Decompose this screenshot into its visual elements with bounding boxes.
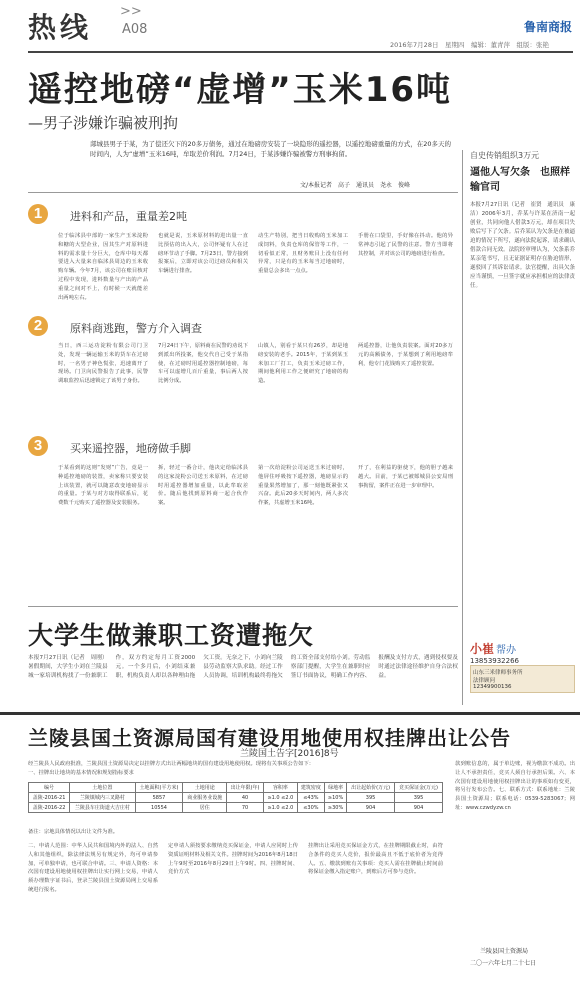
table-cell: 盖陵-2016-22	[29, 803, 70, 813]
table-cell: 5857	[135, 793, 183, 803]
table-cell: 兰陵镇城内三叉路村	[70, 793, 135, 803]
divider	[28, 606, 458, 607]
article-column: 7月24日下午，原料商在民警的劝说下到派出所投案，他交代自己受于某指使，在过磅时用遥控器控制地磅，每车可以虚增几百斤重量，事后两人按比例分成。	[158, 343, 248, 385]
article-column: 山镇人，别看于某只有26岁，却是地磅安装的老手。2015年，于某到某玉米加工厂打工，负责玉米过磅工作，期间他利用工作之便研究了地磅的构造。	[258, 343, 348, 385]
notice-column: 定申请人须按要求缴纳竞买保证金，申请人应同时上传资质证明材料及相关文件。挂牌时间为2016年8月18日上午9时至2016年8月29日上午9时。四、挂牌时间、竞价方式	[168, 843, 298, 876]
table-cell: 居住	[183, 803, 227, 813]
article-column: 动生产特别，把当日收购的玉米加工成饲料，负责仓库的保管等工作，一切看似正常，且财务账目上没有任何异常，只是有的玉米每当过地磅时，重量总会多出一点点。	[258, 233, 348, 275]
table-header-cell: 土地面积(平方米)	[135, 783, 183, 793]
article-column: 开了，在利益的驱使下，他的胆子越来越大。目前，于某已被郯城县公安局刑事拘留，案件正在进一步审理中。	[358, 465, 453, 489]
section-number: 3	[28, 436, 48, 456]
issue-meta: 2016年7月28日 星期四 编辑：董青萍 组版：张艳	[390, 41, 549, 49]
notice-table-wrap	[28, 782, 443, 813]
notice-note: 备注：宗地具体情况以出让文件为准。	[28, 829, 119, 835]
sidebar-body: 本报7月27日讯（记者 崔贤 通讯员 康洁）2006年3月，乔某与许某在济南一起创业，共同向他人借款3万元，却在项目失败后写下了欠条。后乔某认为欠条是在被逼迫的情况下所写，遂向法院起诉，请求确认借款合同无效。法院经审理认为，欠条系乔某亲笔书写，且无证据证明存在胁迫情形，遂驳回了其诉讼请求。法官提醒，出具欠条应当谨慎，一旦签字就应承担相应的法律责任。	[470, 202, 575, 289]
notice-title: 兰陵县国土资源局国有建设用地使用权挂牌出让公告	[28, 726, 511, 750]
table-cell: 兰陵县车庄街道大吉庄村	[70, 803, 135, 813]
section-title: 热线	[28, 11, 93, 44]
table-cell: 904	[395, 803, 443, 813]
section-title: 原料商逃跑，警方介入调查	[70, 322, 202, 335]
table-cell: ≤43%	[297, 793, 324, 803]
article-column: 于某看到的这则“发财”广告，竟是一种遥控地磅的装置，卖家称只要安装上该装置，就可以随意改变地磅显示的重量。于某与对方取得联系后，花费数千元购买了遥控器及安装服务。	[58, 465, 148, 507]
article-column: 也就是说，玉米原材料的进出量一直比预估的出入大，公司怀疑有人在过磅环节动了手脚。7月23日，警方接到报案后，立即对该公司过磅员和相关车辆进行排查。	[158, 233, 248, 275]
byline: 文/本报记者 高子 通讯员 尧永 俊峰	[300, 182, 411, 189]
table-cell: 904	[347, 803, 395, 813]
table-cell: 10554	[135, 803, 183, 813]
notice-number: 兰陵国土告字[2016]8号	[240, 749, 339, 759]
column-divider	[462, 150, 463, 705]
lede-paragraph: 郯城县男子于某，为了偿还欠下的20多万债务，通过在地磅房安装了一块隐形的遥控器，以遥控地磅重量的方式，在20多天的时间内，人为“虚增”玉米16吨，牟取差价利润。7月24日，于某涉嫌诈骗被警方刑事拘留。	[90, 140, 452, 158]
article-column: 拆，轻过一番合计，他决定给临沭县的这家淀粉公司送玉米原料，在过磅时用遥控器增加重量，以此牟取差价。随后他找到原料商一起合伙作案。	[158, 465, 248, 507]
section-title: 进料和产品，重量差2吨	[70, 210, 187, 223]
table-cell: 395	[395, 793, 443, 803]
notice-date: 二〇一六年七月二十七日	[470, 960, 537, 967]
section-number: 2	[28, 316, 48, 336]
table-header-cell: 出让年限(年)	[227, 783, 264, 793]
table-cell: 商业服务业设施	[183, 793, 227, 803]
sidebar-article	[470, 150, 575, 621]
arrows-icon: >>	[120, 4, 142, 19]
table-cell: 395	[347, 793, 395, 803]
table-cell: ≥1.0 ≤2.0	[264, 803, 298, 813]
table-header-cell: 出让起始价(万元)	[347, 783, 395, 793]
ad-firm: 山东三米律师事务所 法律顾问 12349900136	[470, 665, 575, 693]
sidebar-headline: 逼他人写欠条 也照样输官司	[470, 167, 570, 193]
table-cell: 70	[227, 803, 264, 813]
article-column: 第一次给淀粉公司运送玉米过磅时，他屏住呼吸按下遥控器，地磅显示的重量果然增加了，那一刻他既紧张又兴奋。此后20多天时间内，两人多次作案，共虚增玉米16吨。	[258, 465, 348, 507]
main-subhead: —男子涉嫌诈骗被刑拘	[28, 114, 179, 132]
section-number: 1	[28, 204, 48, 224]
divider	[28, 192, 458, 193]
notice-column: 款到账信息的，属于单边账，视为缴款不成功。出让人不承担责任，竞买人须自行承担后果。六、本次国有建设用地使用权挂牌出让的事项如有变更，将另行发布公告。七、联系方式：联系地址：兰陵县国土资源局；联系电话：0539-5283067；网址：www.czwdyzw.cn	[455, 761, 575, 811]
table-row	[29, 793, 443, 803]
article-column: 手册在口袋里，手好像在抖动。他的异常神态引起了民警的注意。警方当即将其控制，并对该公司的地磅进行检查。	[358, 233, 453, 257]
page-number: A08	[122, 22, 148, 37]
ad-tag: 帮办	[496, 645, 517, 656]
table-cell: ≥1.0 ≤2.0	[264, 793, 298, 803]
table-header-cell: 容积率	[264, 783, 298, 793]
table-cell: ≥30%	[325, 803, 347, 813]
ad-name: 小崔	[470, 642, 495, 656]
table-cell: 40	[227, 793, 264, 803]
notice-signature: 兰陵县国土资源局	[480, 948, 529, 955]
notice-intro: 经兰陵县人民政府批准，兰陵县国土资源局决定以挂牌方式出让两幅地块的国有建设用地使用权。现将有关事项公告如下： 一、挂牌出让地块的基本情况和规划指标要求	[28, 761, 315, 776]
notice-column: 挂牌出让采用竞买保证金方式，在挂牌期限截止时，由符合条件的竞买人竞价，报价最高且不低于底价者为竞得人。五、缴款到账有关事项：竞买人需在挂牌截止时间前将保证金缴入指定账户，到账后方可参与竞价。	[308, 843, 443, 876]
main-headline: 遥控地磅“虚增”玉米16吨	[28, 70, 453, 110]
notice-table	[28, 782, 443, 813]
article2-headline: 大学生做兼职工资遭拖欠	[28, 621, 315, 650]
article-column: 两遥控器，让他负责装案。面对20多万元的高额债务，于某想到了利用地磅牟利，他专门花钱购买了遥控装置。	[358, 343, 453, 367]
masthead-rule	[28, 51, 573, 53]
table-cell: 盖陵-2016-21	[29, 793, 70, 803]
sidebar-kicker: 自史传销组织3万元	[470, 151, 540, 160]
table-header-cell: 建筑密度	[297, 783, 324, 793]
table-cell: ≤30%	[297, 803, 324, 813]
notice-column: 二、申请人范围：中华人民共和国境内外的法人、自然人和其他组织，除法律法规另有规定外，均可申请参加，可单独申请，也可联合申请。三、申请人资格：本次国有建设用地使用权挂牌出让实行网上交易，申请人须办理数字证书后，登录兰陵县国土资源局网上交易系统进行报名。	[28, 843, 158, 893]
table-header-cell: 土地用途	[183, 783, 227, 793]
table-header-cell: 绿地率	[325, 783, 347, 793]
table-row	[29, 803, 443, 813]
article-column: 位于临沭县中部的一家生产玉米淀粉和糖的大型企业，因其生产对原料进料的需求量十分巨大，仓库中每天都要进入大量来自临沭县周边的玉米收购车辆。今年7月，该公司在账目核对过程中发现，进料数量与产出的产品重量之间对不上，有时候一天就能差出两吨左右。	[58, 233, 148, 301]
table-header-cell: 编号	[29, 783, 70, 793]
paper-logo: 鲁南商报	[523, 20, 572, 34]
section-title: 买来遥控器，地磅做手脚	[70, 442, 191, 455]
article2-body: 本报7月27日讯（记者 周刚）暑假期间，大学生小刘在兰陵县城一家培训机构找了一份兼职工作，双方约定每月工资2000元。一个多月后，小刘结束兼职，机构负责人却以各种理由拖欠工资。无奈之下，小刘向兰陵县劳动监察大队求助。经过工作人员协调，培训机构最终将拖欠的工资全部支付给小刘。劳动监察部门提醒，大学生在兼职时应签订书面协议，明确工作内容、报酬及支付方式，遇到侵权要及时通过法律途径维护自身合法权益。	[28, 655, 458, 679]
ad-phone: 13853932266	[470, 657, 519, 665]
table-header-cell: 土地位置	[70, 783, 135, 793]
helper-ad	[470, 640, 575, 710]
table-header-cell: 竞买保证金(万元)	[395, 783, 443, 793]
article-column: 当日，西三运功淀粉有限公司门卫处，发现一辆运输玉米的货车在过磅时，一名男子神色慌张，迅速离开了现场。门卫向民警报告了此事，民警调取监控后迅速锁定了该男子身份。	[58, 343, 148, 385]
table-cell: ≥10%	[325, 793, 347, 803]
notice-top-rule	[0, 712, 580, 715]
